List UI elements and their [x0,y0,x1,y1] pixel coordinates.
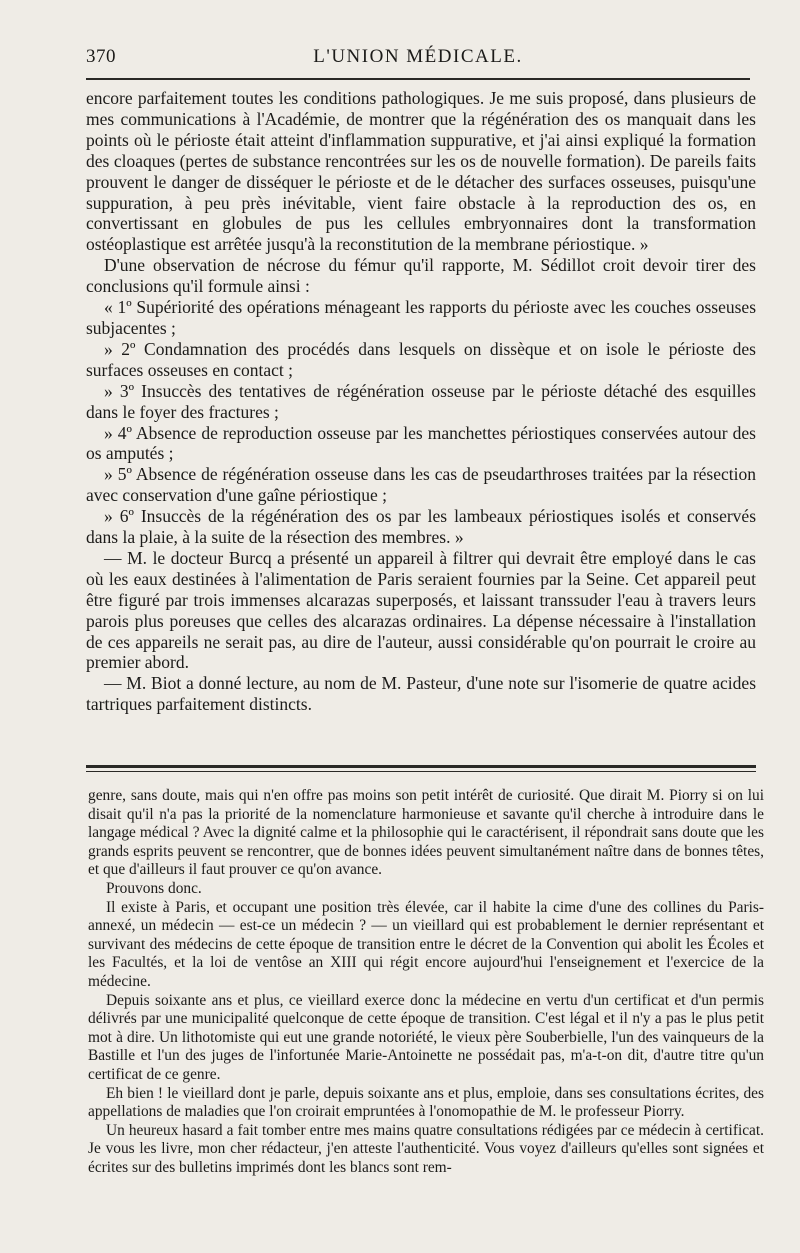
feuilleton-paragraph: Un heureux hasard a fait tomber entre mes mains quatre consultations rédigées par ce médecin à certificat. Je vous les livre, mon cher rédacteur, j'en atteste l'authenticité. Vous voyez d'ailleurs qu'elles sont signées et écrites sur des bulletins imprimés dont les blancs sont rem- [88,1121,764,1176]
article-body [86,88,756,715]
conclusion-item: » 2º Condamnation des procédés dans lesquels on dissèque et on isole le périoste des surfaces osseuses en contact ; [86,338,756,380]
section-divider [86,765,756,773]
feuilleton-body [88,787,764,1177]
article-paragraph: — M. Biot a donné lecture, au nom de M. Pasteur, d'une note sur l'isomerie de quatre acides tartriques parfaitement distincts. [86,673,756,715]
article-paragraph: D'une observation de nécrose du fémur qu'il rapporte, M. Sédillot croit devoir tirer des conclusions qu'il formule ainsi : [86,255,756,297]
feuilleton-paragraph: genre, sans doute, mais qui n'en offre pas moins son petit intérêt de curiosité. Que dirait M. Piorry si on lui disait qu'il n'a pas la priorité de la nomenclature harmonieuse et savante qu'il cherche à introduire dans le langage médical ? Avec la dignité calme et la philosophie qui le caractérisent, il répondrait sans doute que les grands esprits peuvent se rencontrer, que de bonnes idées peuvent simultanément naître dans de bonnes têtes, et que d'ailleurs il faut prouver ce qu'on avance. [88,787,764,879]
conclusion-item: » 5º Absence de régénération osseuse dans les cas de pseudarthroses traitées par la résection avec conservation d'une gaîne périostique ; [86,464,756,506]
conclusion-item: » 4º Absence de reproduction osseuse par les manchettes périostiques conservées autour des os amputés ; [86,422,756,464]
feuilleton-paragraph: Prouvons donc. [106,879,202,897]
feuilleton-paragraph: Il existe à Paris, et occupant une position très élevée, car il habite la cime d'une des collines du Paris-annexé, un médecin — est-ce un médecin ? — un vieillard qui est probablement le dernier représentant et survivant des médecins de cette époque de transition entre le décret de la Convention qui abolit les Écoles et les Facultés, et la loi de ventôse an XIII qui régit encore aujourd'hui l'enseignement et l'exercice de la médecine. [88,898,764,990]
conclusion-item: » 6º Insuccès de la régénération des os par les lambeaux périostiques isolés et conservés dans la plaie, à la suite de la résection des membres. » [86,506,756,548]
header-rule [86,78,750,80]
conclusion-item: « 1º Supériorité des opérations ménageant les rapports du périoste avec les couches osseuses subjacentes ; [86,297,756,338]
feuilleton-paragraph: Eh bien ! le vieillard dont je parle, depuis soixante ans et plus, emploie, dans ses consultations écrites, des appellations de maladies que l'on croirait empruntées à l'onomopathie de M. le professeur Piorry. [88,1084,764,1121]
page-header [86,44,750,72]
running-title: L'UNION MÉDICALE. [313,46,523,67]
article-paragraph: — M. le docteur Burcq a présenté un appareil à filtrer qui devrait être employé dans le cas où les eaux destinées à l'alimentation de Paris seraient fournies par la Seine. Cet appareil peut être figuré par trois immenses alcarazas superposés, et laissant transsuder l'eau à travers leurs parois plus poreuses que celles des alcarazas ordinaires. La dépense nécessaire à l'installation de ces appareils ne serait pas, au dire de l'auteur, aussi considérable qu'on pourrait le croire au premier abord. [86,547,756,673]
article-paragraph: encore parfaitement toutes les conditions pathologiques. Je me suis proposé, dans plusieurs de mes communications à l'Académie, de montrer que la régénération des os manquait dans les points où le périoste était atteint d'inflammation suppurative, et j'ai ainsi expliqué la formation des cloaques (pertes de substance rencontrées sur les os de nouvelle formation). De pareils faits prouvent le danger de disséquer le périoste et de le détacher des surfaces osseuses, puisqu'une suppuration, à peu près inévitable, vient faire obstacle à la reproduction des os, en convertissant en globules de pus les cellules embryonnaires dont la transformation ostéoplastique est arrêtée jusqu'à la reconstitution de la membrane périostique. » [86,88,756,255]
page-number: 370 [86,46,116,67]
conclusion-item: » 3º Insuccès des tentatives de régénération osseuse par le périoste détaché des esquilles dans le foyer des fractures ; [86,380,756,422]
feuilleton-paragraph: Depuis soixante ans et plus, ce vieillard exerce donc la médecine en vertu d'un certificat et d'un permis délivrés par une municipalité quelconque de cette époque de transition. C'est légal et il n'y a pas le plus petit mot à dire. Un lithotomiste qui eut une grande notoriété, le vieux père Souberbielle, l'un des vainqueurs de la Bastille et l'un des juges de l'infortunée Marie-Antoinette ne possédait pas, m'a-t-on dit, d'autre titre qu'un certificat de ce genre. [88,991,764,1083]
